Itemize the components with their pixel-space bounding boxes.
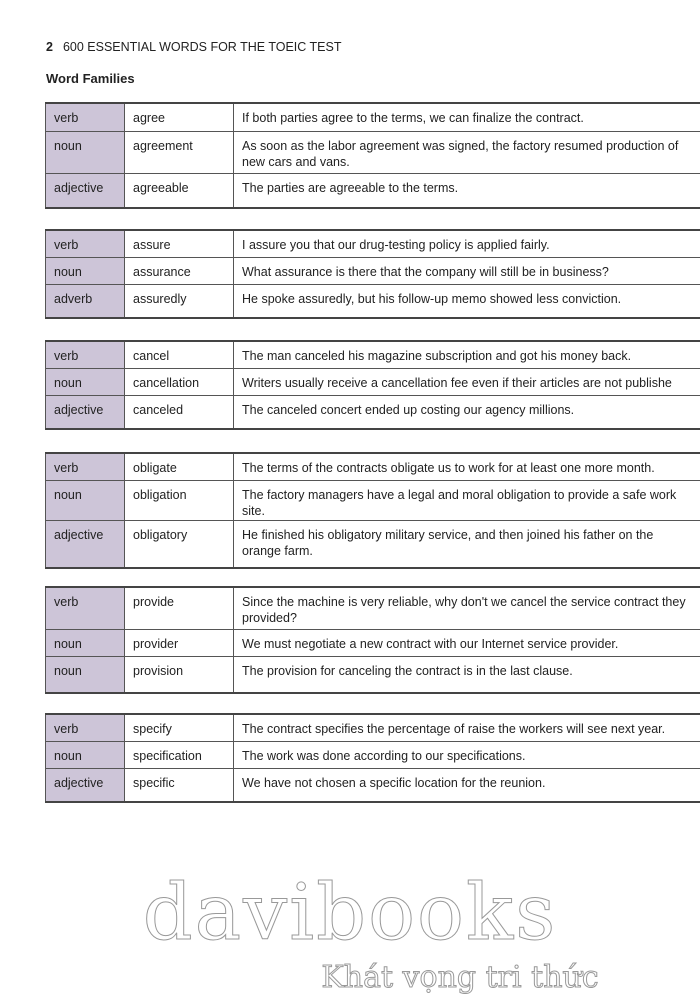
word-cell [125,480,234,520]
example-sentence-cell [234,173,700,208]
word-cell [125,173,234,208]
part-of-speech: verb [54,595,79,609]
example-sentence: The man canceled his magazine subscription and got his money back. [242,349,632,363]
part-of-speech-cell [46,257,125,284]
part-of-speech-cell [46,284,125,318]
table-row [46,230,700,257]
word: agree [133,111,165,125]
example-sentence-cell [234,520,700,568]
part-of-speech-cell [46,368,125,395]
part-of-speech: adjective [54,527,104,542]
part-of-speech-cell [46,629,125,656]
example-sentence-cell [234,395,700,429]
word-cell [125,341,234,368]
word: obligate [133,461,177,475]
word: obligatory [133,527,188,542]
word-cell [125,629,234,656]
watermark-brand: davibooks [142,868,558,958]
example-sentence: Writers usually receive a cancellation fee even if their articles are not publishe [242,375,672,390]
part-of-speech-cell [46,341,125,368]
part-of-speech: noun [54,264,82,279]
word: cancel [133,349,170,363]
word-cell [125,714,234,741]
example-sentence: If both parties agree to the terms, we can finalize the contract. [242,111,584,125]
table-row [46,173,700,208]
example-sentence: The factory managers have a legal and moral obligation to provide a safe work site. [242,487,677,518]
word-cell [125,368,234,395]
part-of-speech-cell [46,131,125,173]
word: canceled [133,402,184,417]
part-of-speech-cell [46,741,125,768]
word-cell [125,257,234,284]
part-of-speech: noun [54,487,82,502]
part-of-speech-cell [46,587,125,629]
table-row [46,368,700,395]
table-row [46,741,700,768]
page-number: 2 [46,40,53,54]
example-sentence: The canceled concert ended up costing our agency millions. [242,402,575,417]
part-of-speech-cell [46,453,125,480]
table-row [46,480,700,520]
example-sentence-cell [234,741,700,768]
part-of-speech-cell [46,656,125,693]
part-of-speech: noun [54,663,82,678]
example-sentence-cell [234,714,700,741]
part-of-speech-cell [46,520,125,568]
word: provision [133,663,184,678]
table-row [46,103,700,131]
table-row [46,629,700,656]
word-cell [125,103,234,131]
word: specification [133,748,202,763]
word-cell [125,453,234,480]
part-of-speech: noun [54,748,82,763]
table-row [46,656,700,693]
word-cell [125,131,234,173]
part-of-speech-cell [46,714,125,741]
example-sentence-cell [234,131,700,173]
example-sentence: He finished his obligatory military service, and then joined his father on the orange farm. [242,527,654,558]
part-of-speech: adjective [54,775,104,790]
example-sentence-cell [234,368,700,395]
part-of-speech: noun [54,636,82,651]
example-sentence: I assure you that our drug-testing policy is applied fairly. [242,238,550,252]
part-of-speech: verb [54,238,79,252]
example-sentence: We must negotiate a new contract with our Internet service provider. [242,636,619,651]
part-of-speech: noun [54,138,82,153]
running-header [46,40,342,54]
example-sentence: The work was done according to our specifications. [242,748,526,763]
part-of-speech-cell [46,230,125,257]
word-cell [125,230,234,257]
example-sentence: The parties are agreeable to the terms. [242,180,459,195]
example-sentence-cell [234,341,700,368]
word-cell [125,520,234,568]
table-row [46,341,700,368]
part-of-speech-cell [46,103,125,131]
table-row [46,131,700,173]
table-row [46,257,700,284]
table-row [46,284,700,318]
example-sentence-cell [234,768,700,802]
example-sentence-cell [234,656,700,693]
word-cell [125,587,234,629]
word-family-table [45,586,700,694]
example-sentence: The contract specifies the percentage of raise the workers will see next year. [242,722,666,736]
example-sentence-cell [234,480,700,520]
word-family-table [45,713,700,803]
example-sentence-cell [234,587,700,629]
part-of-speech: verb [54,349,79,363]
book-title: 600 ESSENTIAL WORDS FOR THE TOEIC TEST [62,40,342,54]
part-of-speech: verb [54,722,79,736]
word: provide [133,595,174,609]
example-sentence-cell [234,230,700,257]
watermark-tagline: Khát vọng tri thức [321,960,599,995]
example-sentence: The provision for canceling the contract is in the last clause. [242,663,573,678]
example-sentence-cell [234,453,700,480]
word: assurance [133,264,191,279]
word: cancellation [133,375,200,390]
example-sentence: We have not chosen a specific location for the reunion. [242,775,546,790]
word-cell [125,284,234,318]
part-of-speech: verb [54,111,79,125]
word: specify [133,722,172,736]
table-row [46,453,700,480]
example-sentence-cell [234,284,700,318]
word-cell [125,656,234,693]
word: assuredly [133,291,187,306]
table-row [46,768,700,802]
table-row [46,714,700,741]
word-cell [125,395,234,429]
section-title: Word Families [46,71,135,86]
example-sentence-cell [234,103,700,131]
part-of-speech-cell [46,480,125,520]
table-row [46,587,700,629]
part-of-speech-cell [46,768,125,802]
word: specific [133,775,175,790]
word-cell [125,768,234,802]
word: assure [133,238,171,252]
part-of-speech: adjective [54,402,104,417]
part-of-speech: adverb [54,291,93,306]
table-row [46,395,700,429]
word-family-table [45,452,700,569]
example-sentence: As soon as the labor agreement was signed, the factory resumed production of new cars and vans. [242,138,679,169]
word-family-table [45,340,700,430]
word: provider [133,636,179,651]
word: agreement [133,138,193,153]
example-sentence: What assurance is there that the company will still be in business? [242,264,609,279]
word: agreeable [133,180,189,195]
example-sentence: The terms of the contracts obligate us to work for at least one more month. [242,461,655,475]
word-cell [125,741,234,768]
example-sentence-cell [234,257,700,284]
word-family-table [45,102,700,209]
example-sentence: Since the machine is very reliable, why don't we cancel the service contract they provided? [242,595,686,625]
part-of-speech-cell [46,173,125,208]
example-sentence: He spoke assuredly, but his follow-up memo showed less conviction. [242,291,622,306]
word: obligation [133,487,187,502]
word-family-table [45,229,700,319]
part-of-speech: noun [54,375,82,390]
part-of-speech-cell [46,395,125,429]
table-row [46,520,700,568]
part-of-speech: verb [54,461,79,475]
part-of-speech: adjective [54,180,104,195]
example-sentence-cell [234,629,700,656]
